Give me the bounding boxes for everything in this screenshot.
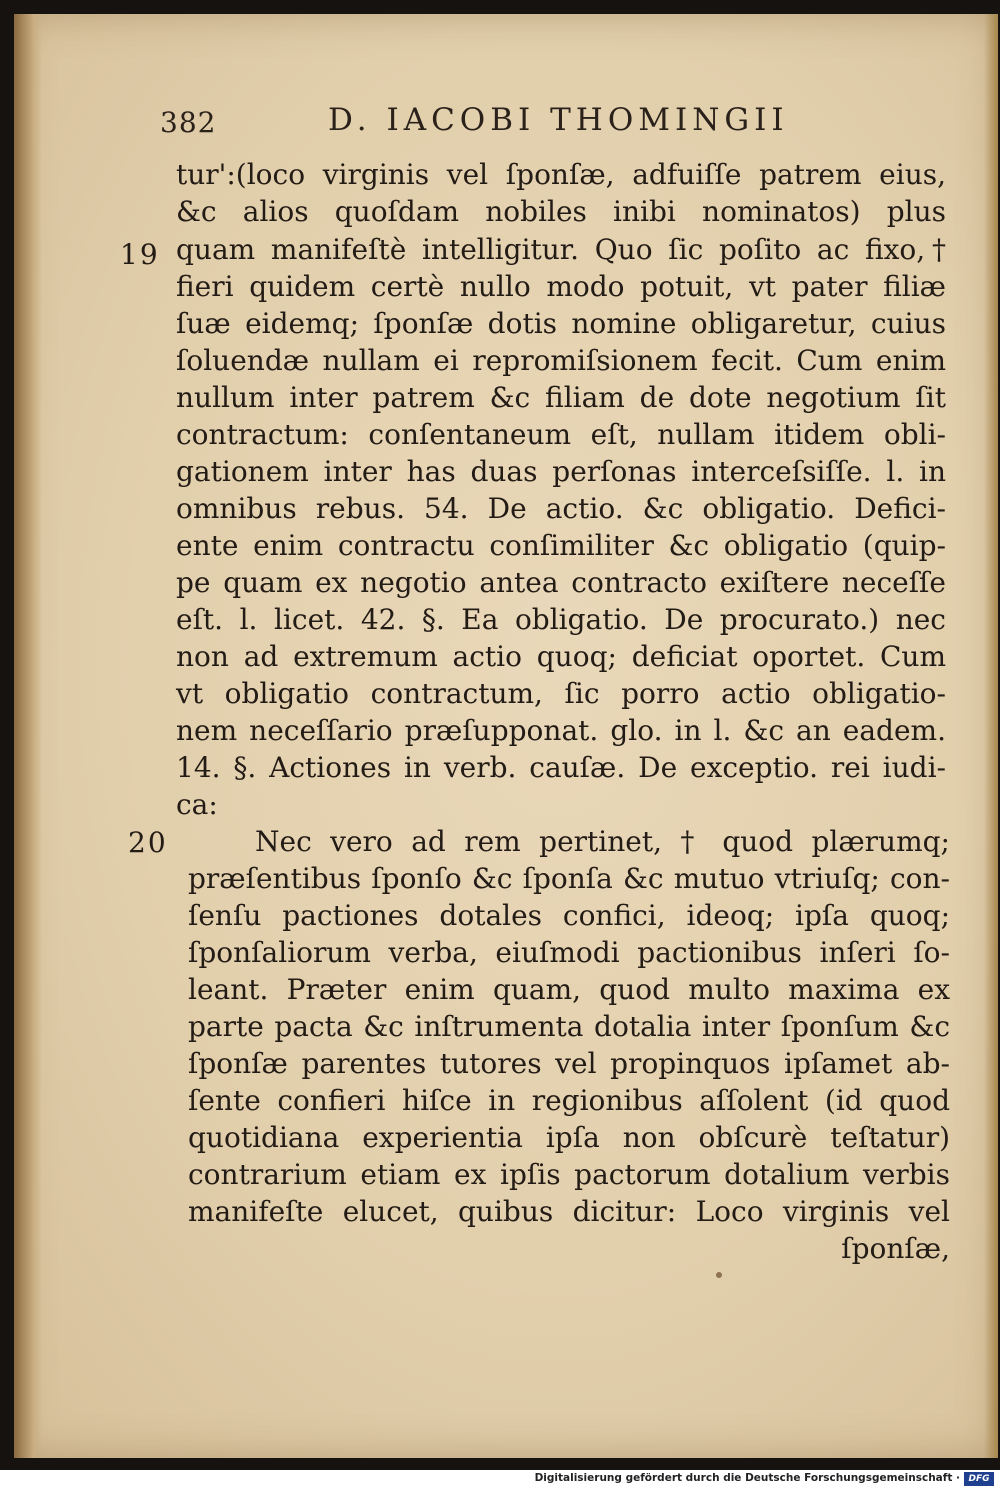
text-line: vt obligatio contractum, ſic porro actio obligatio- [176, 677, 946, 710]
text-line: ente enim contractu conſimiliter &c obligatio (quip- [176, 529, 946, 562]
text-line: quotidiana experientia ipſa non obſcurè teſtatur) [188, 1121, 950, 1154]
text-line: contrarium etiam ex ipſis pactorum dotalium verbis [188, 1158, 950, 1191]
page-number: 382 [160, 106, 217, 139]
footer-bar [0, 1470, 1000, 1489]
text-line: ſente confieri hiſce in regionibus aſſolent (id quod [188, 1084, 950, 1117]
text-line: &c alios quoſdam nobiles inibi nominatos) plus [176, 195, 946, 228]
text-line: quam manifeſtè intelligitur. Quo ſic poſito ac fixo,† [176, 233, 946, 266]
text-line: 14. §. Actiones in verb. cauſæ. De exceptio. rei iudi- [176, 751, 946, 784]
text-line: nullum inter patrem &c filiam de dote negotium ſit [176, 381, 946, 414]
margin-number-19: 19 [120, 238, 160, 271]
text-line: pe quam ex negotio antea contracto exiſtere neceſſe [176, 566, 946, 599]
text-line: tur':(loco virginis vel ſponſæ, adfuiſſe patrem eius, [176, 158, 946, 191]
text-line: nem neceſſario præſupponat. glo. in l. &c an eadem. [176, 714, 946, 747]
text-line: contractum: conſentaneum eſt, nullam itidem obli- [176, 418, 946, 451]
text-line: non ad extremum actio quoq; deficiat oportet. Cum [176, 640, 946, 673]
text-line: Nec vero ad rem pertinet, † quod plærumq; [255, 825, 950, 858]
text-line: gationem inter has duas perſonas interceſsiſſe. l. in [176, 455, 946, 488]
text-line: ſponſaliorum verba, eiuſmodi pactionibus inſeri ſo- [188, 936, 950, 969]
text-line: ſoluendæ nullam ei repromiſsionem fecit. Cum enim [176, 344, 946, 377]
text-line: fieri quidem certè nullo modo potuit, vt pater filiæ [176, 270, 946, 303]
catchword: ſponſæ, [841, 1232, 950, 1265]
text-line: parte pacta &c inſtrumenta dotalia inter ſponſum &c [188, 1010, 950, 1043]
footer-credit: Digitalisierung gefördert durch die Deutsche Forschungsgemeinschaft · [534, 1472, 960, 1484]
text-line: leant. Præter enim quam, quod multo maxima ex [188, 973, 950, 1006]
text-line: eſt. l. licet. 42. §. Ea obligatio. De procurato.) nec [176, 603, 946, 636]
text-line: ſenſu pactiones dotales confici, ideoq; ipſa quoq; [188, 899, 950, 932]
dfg-logo-icon: DFG [964, 1472, 994, 1486]
text-line: ſuæ eidemq; ſponſæ dotis nomine obligaretur, cuius [176, 307, 946, 340]
text-line: omnibus rebus. 54. De actio. &c obligatio. Defici- [176, 492, 946, 525]
margin-number-20: 20 [128, 826, 168, 859]
text-line: ca: [176, 788, 218, 821]
running-title: D. IACOBI THOMINGII [328, 102, 789, 138]
text-line: præſentibus ſponſo &c ſponſa &c mutuo vtriuſq; con- [188, 862, 950, 895]
text-line: ſponſæ parentes tutores vel propinquos ipſamet ab- [188, 1047, 950, 1080]
text-line: manifeſte elucet, quibus dicitur: Loco virginis vel [188, 1195, 950, 1228]
